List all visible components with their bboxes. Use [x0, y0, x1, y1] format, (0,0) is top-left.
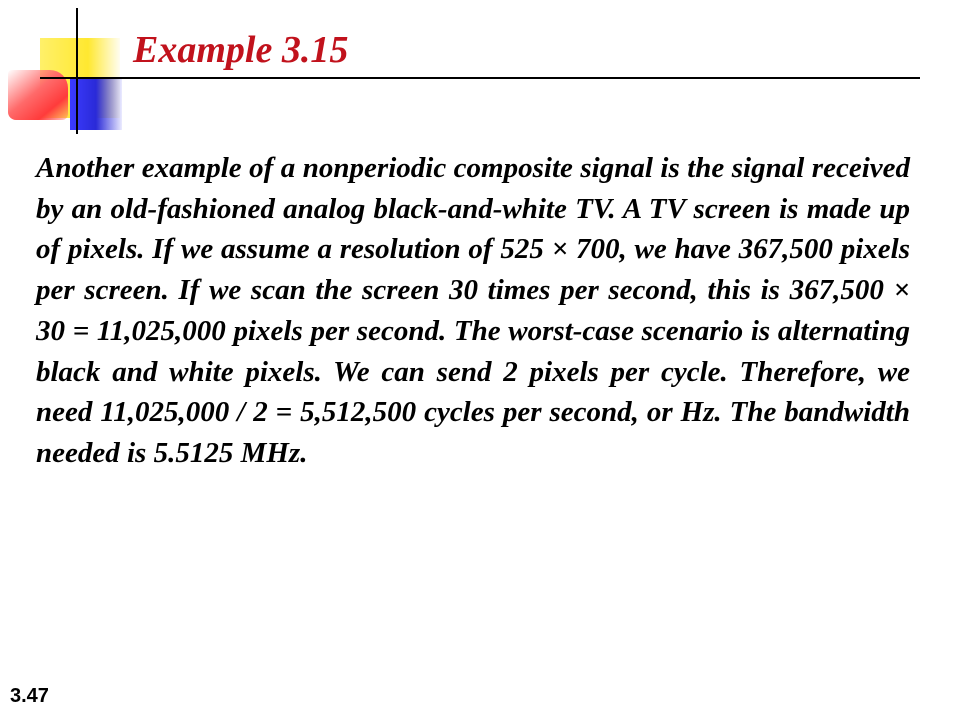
- slide-body-text: Another example of a nonperiodic composite signal is the signal received by an old-fashioned analog black-and-white TV. A TV screen is made up of pixels. If we assume a resolution of 525 × 700, we have 367,500 pixels per screen. If we scan the screen 30 times per second, this is 367,500 × 30 = 11,025,000 pixels per second. The worst-case scenario is alternating black and white pixels. We can send 2 pixels per cycle. Therefore, we need 11,025,000 / 2 = 5,512,500 cycles per second, or Hz. The bandwidth needed is 5.5125 MHz.: [36, 152, 910, 469]
- slide-title: Example 3.15: [133, 29, 349, 71]
- slide-number: 3.47: [10, 685, 49, 707]
- decorative-vertical-line: [76, 8, 78, 134]
- title-underline: [40, 77, 920, 79]
